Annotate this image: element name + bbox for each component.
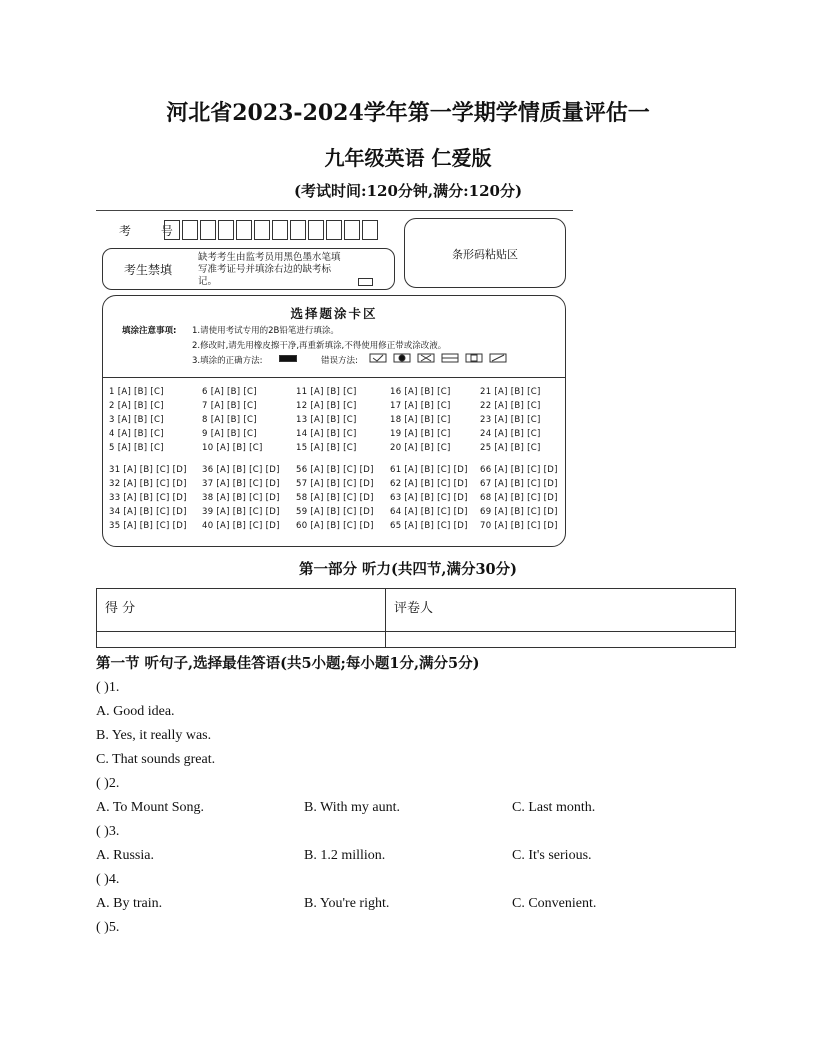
notice-heading: 填涂注意事项: (122, 326, 177, 336)
answer-item[interactable]: 24 [A] [B] [C] (480, 429, 541, 439)
section1-heading: 第一节 听句子,选择最佳答语(共5小题;每小题1分,满分5分) (96, 655, 480, 672)
answer-card-divider (102, 377, 566, 378)
answer-item[interactable]: 59 [A] [B] [C] [D] (296, 507, 374, 517)
absent-note: 缺考考生由监考员用黑色墨水笔填写准考证号并填涂右边的缺考标记。 (198, 252, 341, 287)
divider (96, 210, 573, 211)
page-title: 河北省2023-2024学年第一学期学情质量评估一 (166, 100, 650, 126)
answer-item[interactable]: 25 [A] [B] [C] (480, 443, 541, 453)
q4-option-b: B. You're right. (304, 896, 390, 911)
answer-item[interactable]: 2 [A] [B] [C] (109, 401, 164, 411)
q2-option-a: A. To Mount Song. (96, 800, 205, 815)
notice-item-3-wrong: 错误方法: (321, 356, 358, 366)
answer-item[interactable]: 15 [A] [B] [C] (296, 443, 357, 453)
answer-item[interactable]: 66 [A] [B] [C] [D] (480, 465, 558, 475)
answer-item[interactable]: 57 [A] [B] [C] [D] (296, 479, 374, 489)
page-subtitle: 九年级英语 仁爱版 (324, 146, 492, 170)
question-4[interactable]: ( )4. (96, 872, 120, 887)
exam-info: (考试时间:120分钟,满分:120分) (293, 182, 523, 200)
score-cell: 得 分 (97, 589, 386, 632)
answer-item[interactable]: 69 [A] [B] [C] [D] (480, 507, 558, 517)
grader-value-cell[interactable] (386, 632, 736, 648)
answer-item[interactable]: 58 [A] [B] [C] [D] (296, 493, 374, 503)
exam-number-digit-box[interactable] (272, 220, 288, 240)
question-3[interactable]: ( )3. (96, 824, 120, 839)
answer-item[interactable]: 13 [A] [B] [C] (296, 415, 357, 425)
answer-item[interactable]: 3 [A] [B] [C] (109, 415, 164, 425)
exam-number-label: 考 号 (119, 224, 186, 238)
answer-item[interactable]: 5 [A] [B] [C] (109, 443, 164, 453)
answer-item[interactable]: 20 [A] [B] [C] (390, 443, 451, 453)
notice-item-2: 2.修改时,请先用橡皮擦干净,再重新填涂,不得使用修正带或涂改液。 (192, 341, 447, 351)
answer-item[interactable]: 22 [A] [B] [C] (480, 401, 541, 411)
exam-number-digit-box[interactable] (182, 220, 198, 240)
q3-option-a: A. Russia. (96, 848, 154, 863)
exam-number-digit-box[interactable] (290, 220, 306, 240)
answer-item[interactable]: 65 [A] [B] [C] [D] (390, 521, 468, 531)
answer-item[interactable]: 40 [A] [B] [C] [D] (202, 521, 280, 531)
answer-item[interactable]: 60 [A] [B] [C] [D] (296, 521, 374, 531)
wrong-fill-examples-icon (368, 352, 508, 364)
absent-label: 考生禁填 (124, 263, 173, 277)
q1-option-a: A. Good idea. (96, 704, 175, 719)
answer-item[interactable]: 64 [A] [B] [C] [D] (390, 507, 468, 517)
answer-item[interactable]: 11 [A] [B] [C] (296, 387, 357, 397)
answer-item[interactable]: 17 [A] [B] [C] (390, 401, 451, 411)
answer-item[interactable]: 7 [A] [B] [C] (202, 401, 257, 411)
q2-option-c: C. Last month. (512, 800, 596, 815)
q4-option-a: A. By train. (96, 896, 163, 911)
exam-number-digit-box[interactable] (254, 220, 270, 240)
answer-item[interactable]: 23 [A] [B] [C] (480, 415, 541, 425)
answer-item[interactable]: 38 [A] [B] [C] [D] (202, 493, 280, 503)
correct-fill-example-icon (279, 355, 297, 362)
answer-item[interactable]: 4 [A] [B] [C] (109, 429, 164, 439)
answer-card-title: 选择题涂卡区 (290, 306, 378, 321)
answer-item[interactable]: 10 [A] [B] [C] (202, 443, 263, 453)
answer-item[interactable]: 12 [A] [B] [C] (296, 401, 357, 411)
answer-item[interactable]: 56 [A] [B] [C] [D] (296, 465, 374, 475)
exam-number-digit-box[interactable] (326, 220, 342, 240)
answer-item[interactable]: 39 [A] [B] [C] [D] (202, 507, 280, 517)
exam-number-digit-box[interactable] (218, 220, 234, 240)
answer-item[interactable]: 67 [A] [B] [C] [D] (480, 479, 558, 489)
answer-item[interactable]: 70 [A] [B] [C] [D] (480, 521, 558, 531)
answer-item[interactable]: 37 [A] [B] [C] [D] (202, 479, 280, 489)
question-5[interactable]: ( )5. (96, 920, 120, 935)
part1-heading: 第一部分 听力(共四节,满分30分) (299, 561, 517, 578)
answer-item[interactable]: 34 [A] [B] [C] [D] (109, 507, 187, 517)
answer-item[interactable]: 19 [A] [B] [C] (390, 429, 451, 439)
notice-item-3-correct: 3.填涂的正确方法: (192, 356, 263, 366)
exam-number-digit-box[interactable] (164, 220, 180, 240)
exam-number-digit-box[interactable] (344, 220, 360, 240)
exam-number-digit-box[interactable] (200, 220, 216, 240)
answer-item[interactable]: 36 [A] [B] [C] [D] (202, 465, 280, 475)
answer-item[interactable]: 21 [A] [B] [C] (480, 387, 541, 397)
answer-item[interactable]: 68 [A] [B] [C] [D] (480, 493, 558, 503)
answer-item[interactable]: 8 [A] [B] [C] (202, 415, 257, 425)
answer-item[interactable]: 33 [A] [B] [C] [D] (109, 493, 187, 503)
q1-option-b: B. Yes, it really was. (96, 728, 212, 743)
answer-item[interactable]: 14 [A] [B] [C] (296, 429, 357, 439)
exam-number-digit-box[interactable] (308, 220, 324, 240)
q2-option-b: B. With my aunt. (304, 800, 401, 815)
question-2[interactable]: ( )2. (96, 776, 120, 791)
score-table (96, 588, 736, 648)
answer-item[interactable]: 18 [A] [B] [C] (390, 415, 451, 425)
exam-number-digit-box[interactable] (236, 220, 252, 240)
answer-item[interactable]: 9 [A] [B] [C] (202, 429, 257, 439)
score-value-cell[interactable] (97, 632, 386, 648)
absent-mark-box[interactable] (358, 278, 373, 286)
answer-item[interactable]: 35 [A] [B] [C] [D] (109, 521, 187, 531)
answer-item[interactable]: 16 [A] [B] [C] (390, 387, 451, 397)
answer-item[interactable]: 61 [A] [B] [C] [D] (390, 465, 468, 475)
grader-cell: 评卷人 (386, 589, 736, 632)
answer-item[interactable]: 1 [A] [B] [C] (109, 387, 164, 397)
q3-option-b: B. 1.2 million. (304, 848, 386, 863)
barcode-label: 条形码粘贴区 (452, 248, 518, 261)
answer-item[interactable]: 62 [A] [B] [C] [D] (390, 479, 468, 489)
notice-item-1: 1.请使用考试专用的2B铅笔进行填涂。 (192, 326, 339, 336)
answer-item[interactable]: 32 [A] [B] [C] [D] (109, 479, 187, 489)
answer-item[interactable]: 6 [A] [B] [C] (202, 387, 257, 397)
q3-option-c: C. It's serious. (512, 848, 592, 863)
q4-option-c: C. Convenient. (512, 896, 597, 911)
exam-number-digit-box[interactable] (362, 220, 378, 240)
answer-item[interactable]: 63 [A] [B] [C] [D] (390, 493, 468, 503)
answer-item[interactable]: 31 [A] [B] [C] [D] (109, 465, 187, 475)
question-1[interactable]: ( )1. (96, 680, 120, 695)
q1-option-c: C. That sounds great. (96, 752, 216, 767)
